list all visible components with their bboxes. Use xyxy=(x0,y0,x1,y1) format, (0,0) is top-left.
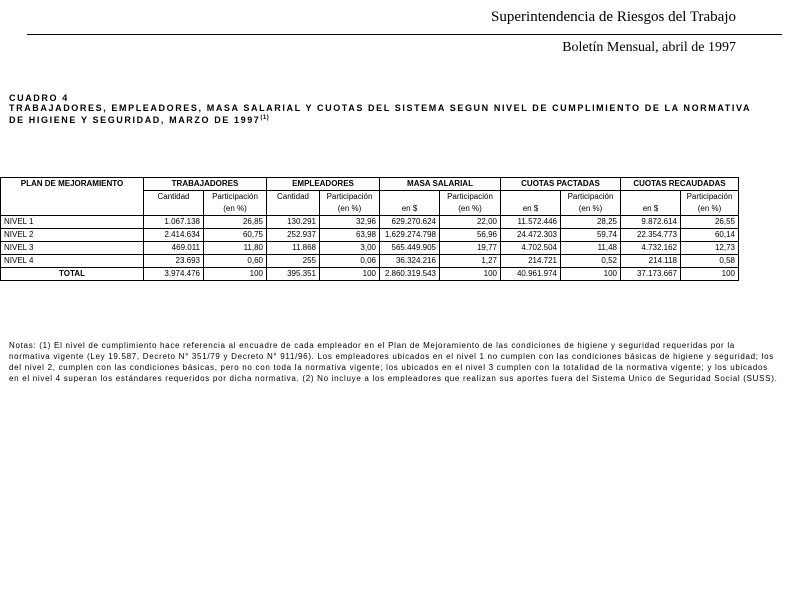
table-cell: 11.868 xyxy=(267,242,320,255)
table-cell: 4.702.504 xyxy=(501,242,561,255)
table-cell: 2.414.634 xyxy=(144,229,204,242)
sub-header: (en %) xyxy=(204,203,267,216)
sub-header: Cantidad xyxy=(267,191,320,204)
table-cell: 12,73 xyxy=(681,242,739,255)
table-cell: 63,98 xyxy=(320,229,380,242)
total-cell: 100 xyxy=(440,268,501,281)
sub-header-row-2 xyxy=(1,203,739,216)
table-cell: 26,55 xyxy=(681,216,739,229)
table-cell: 0,52 xyxy=(561,255,621,268)
table-cell: 11,80 xyxy=(204,242,267,255)
total-cell: 3.974.476 xyxy=(144,268,204,281)
header-divider xyxy=(27,34,782,35)
table-cell: 0,60 xyxy=(204,255,267,268)
sub-header: Participación xyxy=(204,191,267,204)
table-cell: 9.872.614 xyxy=(621,216,681,229)
sub-header: en $ xyxy=(621,203,681,216)
table-cell: 19,77 xyxy=(440,242,501,255)
total-cell: 100 xyxy=(681,268,739,281)
table-cell: 1.067.138 xyxy=(144,216,204,229)
report-title: Superintendencia de Riesgos del Trabajo xyxy=(491,9,736,25)
table-cell: 23.693 xyxy=(144,255,204,268)
group-header: CUOTAS RECAUDADAS xyxy=(621,178,739,191)
sub-header xyxy=(144,203,204,216)
sub-header: (en %) xyxy=(320,203,380,216)
sub-header: (en %) xyxy=(681,203,739,216)
total-cell: 100 xyxy=(561,268,621,281)
total-label: TOTAL xyxy=(1,268,144,281)
table-cell: 59,74 xyxy=(561,229,621,242)
table-cell: 0,06 xyxy=(320,255,380,268)
sub-header: Participación xyxy=(681,191,739,204)
group-header: CUOTAS PACTADAS xyxy=(501,178,621,191)
total-cell: 40.961.974 xyxy=(501,268,561,281)
row-label: NIVEL 4 xyxy=(1,255,144,268)
table-cell: 22.354.773 xyxy=(621,229,681,242)
total-cell: 395.351 xyxy=(267,268,320,281)
table-cell: 565.449.905 xyxy=(380,242,440,255)
table-cell: 0,58 xyxy=(681,255,739,268)
table-cell: 130.291 xyxy=(267,216,320,229)
table-cell: 214.721 xyxy=(501,255,561,268)
table-cell: 24.472.303 xyxy=(501,229,561,242)
sub-header: Participación xyxy=(561,191,621,204)
table-row xyxy=(1,216,739,229)
cuadro-footnote-ref: (1) xyxy=(260,115,270,121)
sub-header: Participación xyxy=(440,191,501,204)
report-subtitle: Boletín Mensual, abril de 1997 xyxy=(562,40,736,55)
cuadro-title: TRABAJADORES, EMPLEADORES, MASA SALARIAL Y CUOTAS DEL SISTEMA SEGUN NIVEL DE CUMPLIMIENTO DE LA NORMATIVA DE HIGIENE Y SEGURIDAD, MARZO DE 1997 xyxy=(9,103,751,125)
group-header: MASA SALARIAL xyxy=(380,178,501,191)
table-row xyxy=(1,242,739,255)
sub-header: Cantidad xyxy=(144,191,204,204)
row-label: NIVEL 2 xyxy=(1,229,144,242)
total-cell: 100 xyxy=(204,268,267,281)
group-header: EMPLEADORES xyxy=(267,178,380,191)
sub-header xyxy=(380,191,440,204)
row-label: NIVEL 1 xyxy=(1,216,144,229)
total-cell: 100 xyxy=(320,268,380,281)
total-cell: 37.173.667 xyxy=(621,268,681,281)
table-cell: 252.937 xyxy=(267,229,320,242)
table-cell: 28,25 xyxy=(561,216,621,229)
row-label: NIVEL 3 xyxy=(1,242,144,255)
group-header-row xyxy=(1,178,739,191)
table-cell: 214.118 xyxy=(621,255,681,268)
table-cell: 629.270.624 xyxy=(380,216,440,229)
sub-header-row-1 xyxy=(1,191,739,204)
table-cell: 56,96 xyxy=(440,229,501,242)
table-caption xyxy=(9,93,769,125)
table-cell: 4.732.162 xyxy=(621,242,681,255)
table-cell: 1.629.274.798 xyxy=(380,229,440,242)
table-cell: 60,75 xyxy=(204,229,267,242)
table-cell: 22,00 xyxy=(440,216,501,229)
notes: Notas: (1) El nivel de cumplimiento hace referencia al encuadre de cada empleador en el Plan de Mejoramiento de las condiciones de higiene y seguridad requeridas por la normativa vigente (Ley 19.587, Decreto N° 351/79 y Decreto N° 911/96). Los empleadores ubicados en el nivel 1 no cumplen con las condiciones básicas de higiene y seguridad; los del nivel 2, cumplen con las condiciones básicas, pero no con toda la normativa vigente; los ubicados en el nivel 3 cumplen con la totalidad de la normativa vigente; y los ubicados en el nivel 4 superan los estándares requeridos por dicha normativa. (2) No incluye a los empleadores que realizan sus aportes fuera del Sistema Unico de Seguridad Social (SUSS). xyxy=(9,341,778,383)
sub-header xyxy=(621,191,681,204)
sub-header: Participación xyxy=(320,191,380,204)
group-header: TRABAJADORES xyxy=(144,178,267,191)
table-cell: 1,27 xyxy=(440,255,501,268)
table-cell: 32,96 xyxy=(320,216,380,229)
table-cell: 60,14 xyxy=(681,229,739,242)
row-header: PLAN DE MEJORAMIENTO xyxy=(1,178,144,191)
sub-header xyxy=(267,203,320,216)
table-cell: 469.011 xyxy=(144,242,204,255)
table-cell: 3,00 xyxy=(320,242,380,255)
total-row xyxy=(1,268,739,281)
data-table xyxy=(0,177,739,281)
cuadro-label: CUADRO 4 xyxy=(9,93,69,103)
sub-header: en $ xyxy=(380,203,440,216)
table-row xyxy=(1,255,739,268)
table-cell: 36.324.216 xyxy=(380,255,440,268)
table-cell: 11,48 xyxy=(561,242,621,255)
sub-header: en $ xyxy=(501,203,561,216)
table-row xyxy=(1,229,739,242)
total-cell: 2.860.319.543 xyxy=(380,268,440,281)
table-cell: 26,85 xyxy=(204,216,267,229)
table-cell: 255 xyxy=(267,255,320,268)
sub-header: (en %) xyxy=(561,203,621,216)
table-cell: 11.572.446 xyxy=(501,216,561,229)
sub-header xyxy=(501,191,561,204)
sub-header: (en %) xyxy=(440,203,501,216)
